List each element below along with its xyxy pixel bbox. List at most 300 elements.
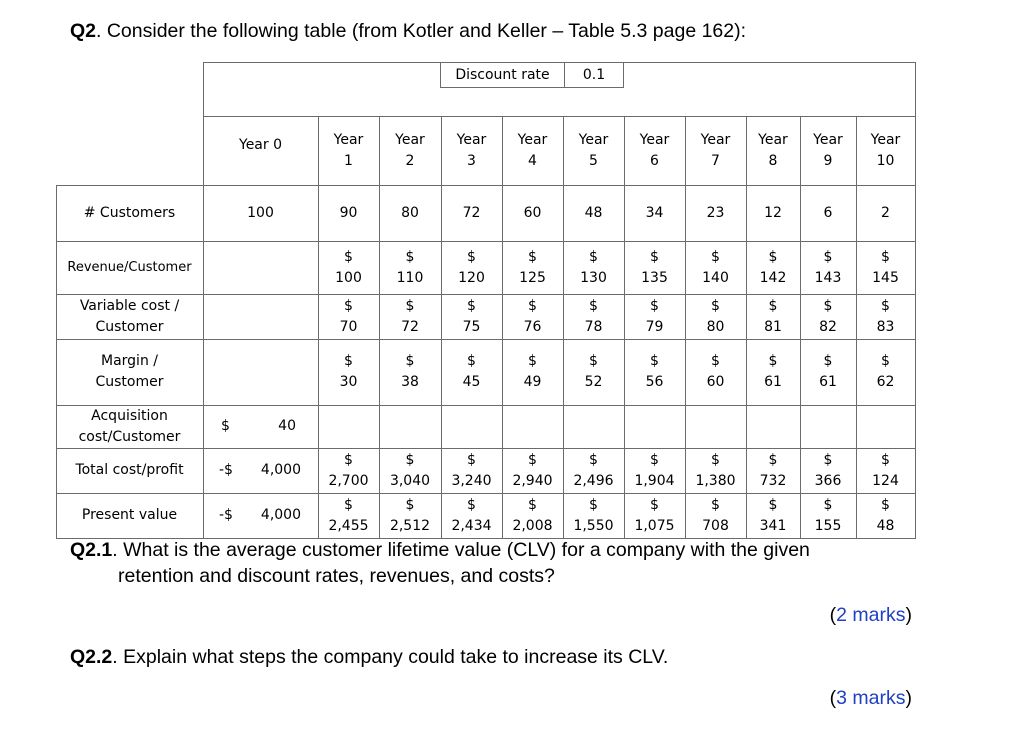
revenue-value: 143 xyxy=(814,269,842,286)
year-header-stack xyxy=(813,130,843,172)
customers-cell xyxy=(856,185,915,241)
variable-cost-stack xyxy=(707,296,725,338)
customers-value: 48 xyxy=(584,204,603,221)
currency-symbol: $ xyxy=(650,297,659,314)
variable-cost-cell xyxy=(746,294,800,339)
question-2-2 xyxy=(70,646,668,669)
currency-symbol: $ xyxy=(650,496,659,513)
discount-rate-value: 0.1 xyxy=(582,67,606,83)
margin-value: 60 xyxy=(706,374,725,390)
present-value-cell xyxy=(800,493,856,538)
total-stack xyxy=(573,450,613,492)
table-border-right xyxy=(915,62,916,494)
year-header-word: Year xyxy=(395,131,425,148)
total-value: 1,380 xyxy=(695,472,736,489)
total-value: 2,700 xyxy=(328,472,369,489)
revenue-cell xyxy=(563,241,624,294)
question-2-1-line1: . What is the average customer lifetime value (CLV) for a company with the given xyxy=(112,539,810,561)
present-value-cell xyxy=(318,493,379,538)
acquisition-year-0 xyxy=(203,405,318,448)
customers-cell xyxy=(624,185,685,241)
revenue-stack xyxy=(519,247,546,289)
present-value-stack xyxy=(815,495,842,537)
currency-symbol: $ xyxy=(405,248,415,265)
variable-cost-stack xyxy=(877,296,895,338)
currency-symbol: $ xyxy=(528,353,537,369)
acquisition-year-0-value: 40 xyxy=(278,418,296,434)
revenue-cell xyxy=(502,241,563,294)
variable-cost-value: 78 xyxy=(584,318,603,335)
year-7-header xyxy=(685,116,746,185)
variable-cost-cell xyxy=(800,294,856,339)
variable-cost-stack xyxy=(524,296,542,338)
year-header-number: 6 xyxy=(650,152,659,169)
margin-cell xyxy=(563,339,624,405)
total-year-0 xyxy=(203,448,318,493)
variable-cost-value: 79 xyxy=(645,318,664,335)
present-value-stack xyxy=(634,495,674,537)
year-header-number: 3 xyxy=(467,152,476,169)
table-vline xyxy=(441,493,442,539)
present-value-value: 341 xyxy=(759,517,787,534)
variable-cost-stack xyxy=(463,296,481,338)
year-header-word: Year xyxy=(639,131,670,148)
present-value-cell xyxy=(379,493,441,538)
currency-symbol: $ xyxy=(823,496,833,513)
year-0-label: Year 0 xyxy=(239,137,282,153)
present-value-value: 155 xyxy=(814,517,842,534)
currency-symbol: $ xyxy=(881,353,890,369)
question-2-2-marks xyxy=(830,687,912,710)
variable-cost-stack xyxy=(819,296,837,338)
revenue-stack xyxy=(760,247,787,289)
customers-cell xyxy=(379,185,441,241)
customers-label-cell xyxy=(56,185,203,241)
question-2-2-label: Q2.2 xyxy=(70,646,113,668)
revenue-cell xyxy=(800,241,856,294)
total-value: 2,496 xyxy=(573,472,614,489)
question-2-2-text: . Explain what steps the company could take to increase its CLV. xyxy=(112,646,669,668)
currency-symbol: $ xyxy=(650,451,659,468)
variable-cost-value: 82 xyxy=(819,318,837,335)
year-header-stack xyxy=(701,130,731,172)
year-header-word: Year xyxy=(578,131,609,148)
currency-symbol: $ xyxy=(467,353,476,369)
table-vline xyxy=(915,493,916,539)
total-value: 1,904 xyxy=(634,472,675,489)
customers-value: 6 xyxy=(823,204,833,221)
margin-value: 38 xyxy=(401,374,419,390)
margin-stack xyxy=(585,351,603,393)
variable-cost-value: 80 xyxy=(706,318,725,335)
year-8-header xyxy=(746,116,800,185)
present-value-year-0 xyxy=(203,493,318,538)
total-cell xyxy=(379,448,441,493)
year-1-header xyxy=(318,116,379,185)
variable-cost-stack xyxy=(401,296,419,338)
question-2-label: Q2 xyxy=(70,20,97,42)
present-value-label: Present value xyxy=(81,507,178,523)
currency-symbol: $ xyxy=(405,496,415,513)
currency-symbol: $ xyxy=(528,297,537,314)
currency-symbol: $ xyxy=(711,496,720,513)
currency-symbol: $ xyxy=(881,248,890,265)
customers-cell xyxy=(746,185,800,241)
total-label: Total cost/profit xyxy=(75,462,184,478)
margin-label-line1: Margin / xyxy=(101,353,158,369)
question-2-1-line2: retention and discount rates, revenues, and costs? xyxy=(118,565,555,587)
currency-symbol: $ xyxy=(711,451,720,468)
variable-cost-value: 83 xyxy=(876,318,895,335)
year-header-stack xyxy=(640,130,670,172)
marks-open-paren: ( xyxy=(829,687,837,709)
currency-symbol: $ xyxy=(823,248,833,265)
present-value-value: 1,075 xyxy=(634,517,675,534)
currency-symbol: $ xyxy=(405,353,415,369)
table-vline xyxy=(502,493,503,539)
total-label-cell xyxy=(56,448,203,493)
variable-cost-cell xyxy=(685,294,746,339)
variable-cost-stack xyxy=(340,296,358,338)
margin-value: 62 xyxy=(876,374,895,390)
currency-symbol: $ xyxy=(528,451,537,468)
revenue-value: 140 xyxy=(702,269,729,286)
table-vline xyxy=(318,493,319,539)
currency-symbol: $ xyxy=(823,353,833,369)
margin-value: 61 xyxy=(819,374,837,390)
present-value-cell xyxy=(856,493,915,538)
customers-value: 60 xyxy=(523,204,542,221)
customers-cell xyxy=(685,185,746,241)
currency-symbol: $ xyxy=(768,297,778,314)
revenue-stack xyxy=(641,247,668,289)
customers-value: 23 xyxy=(706,204,725,221)
present-value-stack xyxy=(760,495,787,537)
margin-value: 49 xyxy=(523,374,542,390)
revenue-cell xyxy=(624,241,685,294)
table-vline xyxy=(746,493,747,539)
variable-cost-stack xyxy=(585,296,603,338)
variable-cost-label-line1: Variable cost / xyxy=(79,297,180,314)
revenue-stack xyxy=(872,247,899,289)
acquisition-label-line1: Acquisition xyxy=(91,407,168,424)
year-header-word: Year xyxy=(456,131,487,148)
year-header-number: 5 xyxy=(589,152,598,169)
margin-stack xyxy=(707,351,725,393)
variable-cost-cell xyxy=(563,294,624,339)
table-vline xyxy=(379,493,380,539)
year-header-number: 4 xyxy=(528,152,537,169)
total-year-0-value: 4,000 xyxy=(260,462,301,478)
margin-cell xyxy=(685,339,746,405)
year-header-stack xyxy=(579,130,609,172)
acquisition-label-line2: cost/Customer xyxy=(78,428,181,445)
marks-value: 2 marks xyxy=(836,604,906,626)
present-value-value: 1,550 xyxy=(573,517,614,534)
currency-symbol: $ xyxy=(405,297,415,314)
customers-year-0 xyxy=(203,185,318,241)
margin-stack xyxy=(524,351,542,393)
margin-cell xyxy=(856,339,915,405)
currency-symbol: $ xyxy=(344,297,353,314)
total-stack xyxy=(695,450,735,492)
total-cell xyxy=(685,448,746,493)
currency-symbol: $ xyxy=(711,297,720,314)
present-value-value: 708 xyxy=(702,517,729,534)
revenue-stack xyxy=(580,247,607,289)
customers-cell xyxy=(318,185,379,241)
total-value: 3,040 xyxy=(389,472,431,489)
acquisition-currency-symbol: $ xyxy=(221,418,230,434)
customers-value: 90 xyxy=(339,204,358,221)
customers-label: # Customers xyxy=(83,204,176,221)
margin-cell xyxy=(379,339,441,405)
variable-cost-stack xyxy=(764,296,782,338)
table-vline xyxy=(856,493,857,539)
present-value-cell xyxy=(746,493,800,538)
year-header-stack xyxy=(334,130,364,172)
question-2-1-label: Q2.1 xyxy=(70,539,113,561)
customers-cell xyxy=(563,185,624,241)
question-2-1-marks xyxy=(830,604,912,627)
margin-value: 61 xyxy=(764,374,782,390)
margin-cell xyxy=(318,339,379,405)
year-header-number: 1 xyxy=(344,152,353,169)
year-4-header xyxy=(502,116,563,185)
revenue-value: 142 xyxy=(759,269,787,286)
year-2-header xyxy=(379,116,441,185)
currency-symbol: $ xyxy=(467,297,476,314)
margin-value: 56 xyxy=(645,374,664,390)
revenue-cell xyxy=(441,241,502,294)
present-value-stack xyxy=(451,495,491,537)
currency-symbol: $ xyxy=(344,353,353,369)
currency-symbol: $ xyxy=(589,297,598,314)
margin-label-line2: Customer xyxy=(95,374,164,390)
present-value-year-0-sign: -$ xyxy=(219,507,233,523)
total-stack xyxy=(328,450,368,492)
currency-symbol: $ xyxy=(768,451,778,468)
revenue-stack xyxy=(335,247,362,289)
currency-symbol: $ xyxy=(344,451,353,468)
year-header-stack xyxy=(395,130,425,172)
revenue-value: 130 xyxy=(580,269,607,286)
revenue-value: 135 xyxy=(641,269,668,286)
total-year-0-sign: -$ xyxy=(219,462,233,478)
currency-symbol: $ xyxy=(768,496,778,513)
table-border-left xyxy=(56,493,57,539)
variable-cost-cell xyxy=(502,294,563,339)
year-5-header xyxy=(563,116,624,185)
customers-cell xyxy=(502,185,563,241)
variable-cost-cell xyxy=(318,294,379,339)
year-3-header xyxy=(441,116,502,185)
year-header-word: Year xyxy=(333,131,364,148)
present-value-value: 2,434 xyxy=(451,517,492,534)
customers-cell xyxy=(441,185,502,241)
total-cell xyxy=(746,448,800,493)
year-header-word: Year xyxy=(758,131,788,148)
variable-cost-value: 81 xyxy=(764,318,782,335)
customers-cell xyxy=(800,185,856,241)
total-stack xyxy=(634,450,674,492)
variable-cost-value: 76 xyxy=(523,318,542,335)
present-value-value: 48 xyxy=(876,517,895,534)
marks-close-paren: ) xyxy=(905,604,912,626)
total-cell xyxy=(318,448,379,493)
currency-symbol: $ xyxy=(344,248,353,265)
customers-year-0-value: 100 xyxy=(247,204,274,221)
present-value-stack xyxy=(877,495,895,537)
variable-cost-label-line2: Customer xyxy=(95,318,164,335)
revenue-value: 100 xyxy=(335,269,362,286)
currency-symbol: $ xyxy=(528,496,537,513)
present-value-stack xyxy=(328,495,368,537)
total-value: 366 xyxy=(814,472,842,489)
year-header-stack xyxy=(758,130,788,172)
margin-label-cell xyxy=(56,339,203,405)
currency-symbol: $ xyxy=(768,248,778,265)
currency-symbol: $ xyxy=(589,353,598,369)
present-value-value: 2,512 xyxy=(389,517,431,534)
currency-symbol: $ xyxy=(589,451,598,468)
discount-rate-box xyxy=(440,62,624,88)
currency-symbol: $ xyxy=(881,297,890,314)
currency-symbol: $ xyxy=(768,353,778,369)
margin-stack xyxy=(877,351,895,393)
acquisition-label-stack xyxy=(79,406,181,448)
year-header-word: Year xyxy=(870,131,901,148)
currency-symbol: $ xyxy=(711,248,720,265)
acquisition-label-cell xyxy=(56,405,203,448)
total-stack xyxy=(390,450,430,492)
question-2-1 xyxy=(70,537,930,589)
variable-cost-cell xyxy=(624,294,685,339)
present-value-value: 2,455 xyxy=(328,517,369,534)
total-stack xyxy=(760,450,787,492)
present-value-stack xyxy=(390,495,430,537)
customers-value: 72 xyxy=(462,204,481,221)
present-value-stack xyxy=(702,495,729,537)
currency-symbol: $ xyxy=(405,451,415,468)
present-value-cell xyxy=(441,493,502,538)
revenue-cell xyxy=(685,241,746,294)
variable-cost-cell xyxy=(441,294,502,339)
currency-symbol: $ xyxy=(823,297,833,314)
total-stack xyxy=(872,450,899,492)
marks-close-paren: ) xyxy=(905,687,912,709)
currency-symbol: $ xyxy=(711,353,720,369)
total-cell xyxy=(563,448,624,493)
marks-open-paren: ( xyxy=(829,604,837,626)
total-stack xyxy=(512,450,552,492)
revenue-stack xyxy=(397,247,424,289)
revenue-stack xyxy=(458,247,485,289)
variable-cost-value: 72 xyxy=(401,318,419,335)
margin-stack xyxy=(764,351,782,393)
marks-value: 3 marks xyxy=(836,687,906,709)
currency-symbol: $ xyxy=(528,248,537,265)
variable-cost-label-stack xyxy=(80,296,179,338)
variable-cost-cell xyxy=(856,294,915,339)
table-vline xyxy=(624,493,625,539)
year-header-number: 9 xyxy=(823,152,833,169)
year-header-word: Year xyxy=(700,131,731,148)
year-header-number: 8 xyxy=(768,152,778,169)
present-value-value: 2,008 xyxy=(512,517,553,534)
customers-value: 80 xyxy=(401,204,419,221)
currency-symbol: $ xyxy=(344,496,353,513)
total-value: 3,240 xyxy=(451,472,492,489)
margin-stack xyxy=(646,351,664,393)
revenue-cell xyxy=(856,241,915,294)
total-value: 732 xyxy=(759,472,787,489)
margin-cell xyxy=(441,339,502,405)
present-value-cell xyxy=(685,493,746,538)
variable-cost-value: 70 xyxy=(339,318,358,335)
currency-symbol: $ xyxy=(589,496,598,513)
currency-symbol: $ xyxy=(467,451,476,468)
customers-value: 34 xyxy=(645,204,664,221)
currency-symbol: $ xyxy=(467,496,476,513)
variable-cost-value: 75 xyxy=(462,318,481,335)
year-header-number: 10 xyxy=(876,152,895,169)
revenue-value: 120 xyxy=(458,269,485,286)
margin-value: 30 xyxy=(339,374,358,390)
revenue-value: 125 xyxy=(519,269,546,286)
revenue-value: 110 xyxy=(396,269,424,286)
year-header-stack xyxy=(871,130,901,172)
revenue-label: Revenue/Customer xyxy=(67,260,192,275)
margin-stack xyxy=(463,351,481,393)
present-value-stack xyxy=(573,495,613,537)
table-vline xyxy=(685,493,686,539)
total-cell xyxy=(624,448,685,493)
revenue-cell xyxy=(746,241,800,294)
table-vline xyxy=(203,493,204,539)
total-cell xyxy=(800,448,856,493)
margin-label-stack xyxy=(95,351,163,393)
year-header-word: Year xyxy=(517,131,548,148)
currency-symbol: $ xyxy=(650,353,659,369)
year-header-stack xyxy=(518,130,548,172)
year-header-word: Year xyxy=(813,131,843,148)
year-0-header xyxy=(203,116,318,175)
total-stack xyxy=(815,450,842,492)
present-value-label-cell xyxy=(56,493,203,538)
currency-symbol: $ xyxy=(467,248,476,265)
present-value-cell xyxy=(624,493,685,538)
margin-cell xyxy=(800,339,856,405)
customers-value: 2 xyxy=(881,204,890,221)
variable-cost-cell xyxy=(379,294,441,339)
table-vline xyxy=(800,493,801,539)
revenue-cell xyxy=(379,241,441,294)
total-stack xyxy=(451,450,491,492)
present-value-cell xyxy=(563,493,624,538)
revenue-label-cell xyxy=(56,241,203,294)
currency-symbol: $ xyxy=(823,451,833,468)
present-value-year-0-value: 4,000 xyxy=(260,507,301,523)
revenue-cell xyxy=(318,241,379,294)
margin-stack xyxy=(401,351,419,393)
revenue-stack xyxy=(815,247,842,289)
currency-symbol: $ xyxy=(881,451,890,468)
total-cell xyxy=(856,448,915,493)
margin-stack xyxy=(340,351,358,393)
year-header-number: 7 xyxy=(711,152,720,169)
present-value-stack xyxy=(512,495,552,537)
